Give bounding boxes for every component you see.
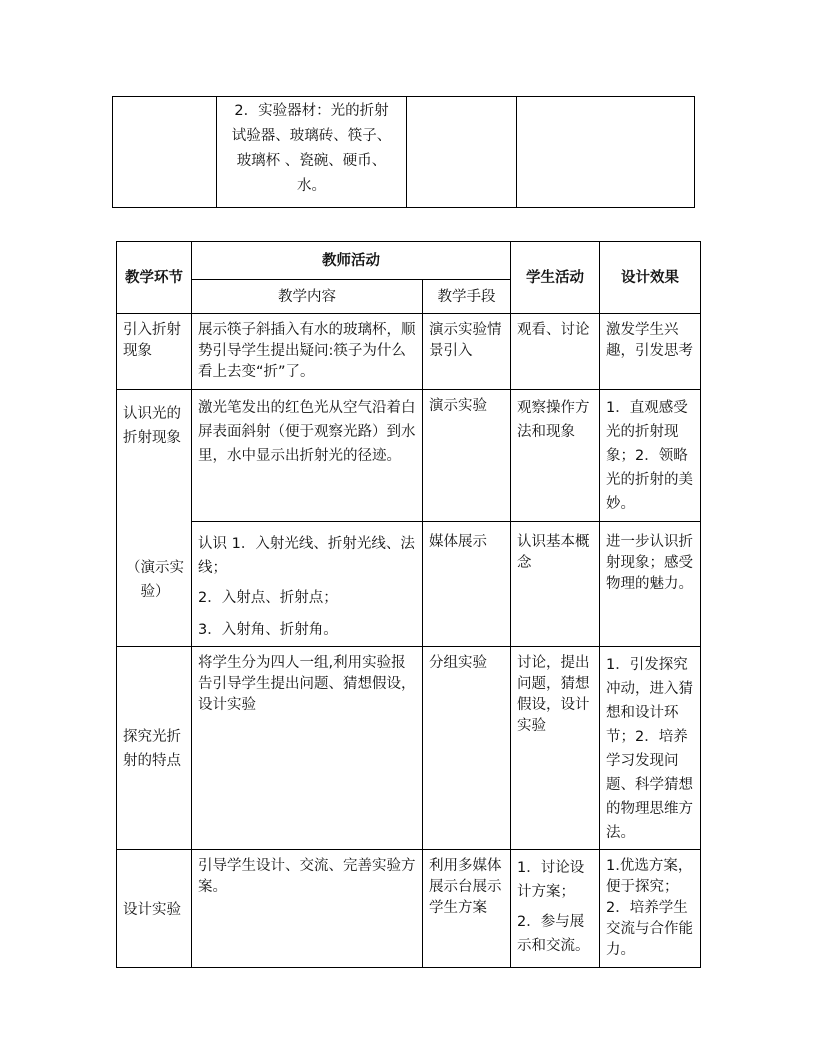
header-student-activity: 学生活动 [511, 242, 600, 314]
content-line: 2．入射点、折射点； [198, 590, 338, 606]
student-line: 2．参与展示和交流。 [517, 914, 590, 954]
lesson-table [116, 241, 701, 968]
materials-line: 玻璃杯 、瓷碗、硬币、 [236, 153, 387, 169]
materials-line: 试验器、玻璃砖、筷子、 [231, 128, 392, 144]
effect-cell: 1．直观感受光的折射现象；2．领略光的折射的美妙。 [600, 390, 701, 522]
content-cell: 将学生分为四人一组,利用实验报告引导学生提出问题、猜想假设，设计实验 [192, 647, 423, 850]
header-content: 教学内容 [192, 280, 423, 314]
stage-cell [117, 850, 192, 968]
student-cell: 认识基本概念 [511, 522, 600, 647]
content-line: 3．入射角、折射角。 [198, 622, 338, 638]
effect-cell: 进一步认识折射现象；感受物理的魅力。 [600, 522, 701, 647]
top-cell-empty-2 [407, 97, 517, 208]
top-table [112, 96, 695, 208]
stage-text: 探究光折射的特点 [123, 729, 181, 769]
stage-text: 认识光的折射现象 [123, 406, 181, 446]
student-cell: 观察操作方法和现象 [511, 390, 600, 522]
means-cell: 演示实验情景引入 [423, 314, 511, 390]
header-teacher-activity: 教师活动 [192, 242, 511, 280]
header-means: 教学手段 [423, 280, 511, 314]
effect-cell: 1．引发探究冲动，进入猜想和设计环节；2．培养学习发现问题、科学猜想的物理思维方法。 [600, 647, 701, 850]
stage-note: （演示实验） [126, 560, 184, 600]
student-cell [511, 850, 600, 968]
means-cell: 分组实验 [423, 647, 511, 850]
stage-cell [117, 647, 192, 850]
materials-line: 水。 [297, 178, 326, 194]
content-cell: 展示筷子斜插入有水的玻璃杯，顺势引导学生提出疑问:筷子为什么看上去变“折”了。 [192, 314, 423, 390]
header-stage: 教学环节 [117, 242, 192, 314]
stage-cell-merged [117, 390, 192, 647]
stage-text: 设计实验 [123, 901, 181, 918]
content-cell: 引导学生设计、交流、完善实验方案。 [192, 850, 423, 968]
means-cell: 演示实验 [423, 390, 511, 522]
means-cell: 利用多媒体展示台展示学生方案 [423, 850, 511, 968]
content-cell: 激光笔发出的红色光从空气沿着白屏表面斜射（便于观察光路）到水里，水中显示出折射光的径迹。 [192, 390, 423, 522]
materials-cell [217, 97, 407, 208]
header-effect: 设计效果 [600, 242, 701, 314]
content-line: 认识 1．入射光线、折射光线、法线； [198, 536, 415, 576]
student-line: 1．讨论设计方案； [517, 860, 585, 900]
stage-cell: 引入折射现象 [117, 314, 192, 390]
student-cell: 观看、讨论 [511, 314, 600, 390]
top-cell-empty-1 [113, 97, 217, 208]
effect-cell: 1.优选方案，便于探究；2．培养学生交流与合作能力。 [600, 850, 701, 968]
effect-cell: 激发学生兴趣，引发思考 [600, 314, 701, 390]
student-cell: 讨论，提出问题，猜想假设，设计实验 [511, 647, 600, 850]
means-cell: 媒体展示 [423, 522, 511, 647]
top-cell-empty-3 [517, 97, 695, 208]
materials-line: 2．实验器材：光的折射 [234, 103, 389, 119]
content-cell [192, 522, 423, 647]
